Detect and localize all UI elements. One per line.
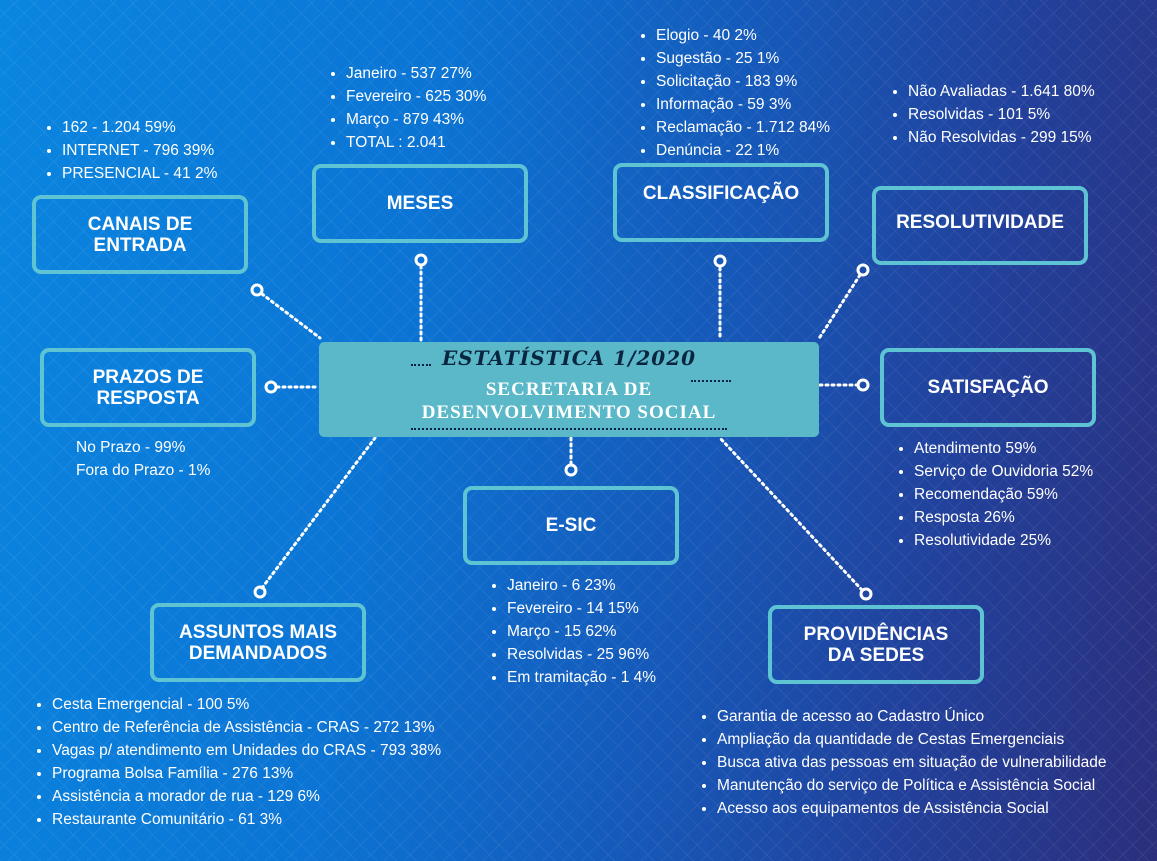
list-item: • Assistência a morador de rua - 129 6% (52, 785, 441, 808)
list-item: • Serviço de Ouvidoria 52% (914, 460, 1093, 483)
assuntos-label: ASSUNTOS MAIS (178, 621, 337, 643)
list-item: • Março - 15 62% (507, 620, 656, 643)
list-item: • Acesso aos equipamentos de Assistência Social (717, 797, 1106, 820)
resolutividade-label: RESOLUTIVIDADE (896, 212, 1064, 233)
list-item: • Sugestão - 25 1% (656, 47, 830, 70)
list-item: No Prazo - 99% (76, 439, 186, 456)
esic-label: E-SIC (545, 515, 597, 536)
list-item: • Centro de Referência de Assistência - CRAS - 272 13% (52, 716, 441, 739)
list-item: • Informação - 59 3% (656, 93, 830, 116)
list-item: • Recomendação 59% (914, 483, 1093, 506)
assuntos-label: DEMANDADOS (188, 642, 328, 664)
list-item: • Janeiro - 6 23% (507, 574, 656, 597)
center-title: ESTATÍSTICA 1/2020 (441, 346, 697, 370)
satisfacao-node (880, 348, 1096, 427)
list-item: • Fevereiro - 14 15% (507, 597, 656, 620)
satisfacao-label: SATISFAÇÃO (927, 377, 1049, 398)
prazos-list (76, 436, 210, 482)
resolutividade-node (872, 186, 1088, 265)
list-item: • Não Resolvidas - 299 15% (908, 126, 1095, 149)
meses-label: MESES (386, 193, 454, 214)
list-item: • Resolvidas - 25 96% (507, 643, 656, 666)
center-node (319, 342, 819, 437)
list-item: • Resolutividade 25% (914, 529, 1093, 552)
canais-list (40, 116, 217, 185)
list-item: Fora do Prazo - 1% (76, 462, 211, 479)
prazos-node (40, 348, 256, 427)
meses-node (312, 164, 528, 243)
list-item: • Busca ativa das pessoas em situação de vulnerabilidade (717, 751, 1106, 774)
canais-node (32, 195, 248, 274)
canais-label: ENTRADA (93, 234, 187, 256)
list-item: • Vagas p/ atendimento em Unidades do CRAS - 793 38% (52, 739, 441, 762)
list-item: • Não Avaliadas - 1.641 80% (908, 80, 1095, 103)
providencias-label: DA SEDES (827, 644, 925, 666)
prazos-label: PRAZOS DE (92, 366, 204, 388)
list-item: • Cesta Emergencial - 100 5% (52, 693, 441, 716)
list-item: • Denúncia - 22 1% (656, 139, 830, 162)
decorative-underline (411, 428, 727, 430)
classificacao-label: CLASSIFICAÇÃO (642, 183, 800, 204)
list-item: • Manutenção do serviço de Política e Assistência Social (717, 774, 1106, 797)
center-subtitle (319, 378, 819, 424)
esic-node (463, 486, 679, 565)
esic-list (485, 574, 656, 689)
canais-label: CANAIS DE (87, 213, 193, 235)
list-item: • Programa Bolsa Família - 276 13% (52, 762, 441, 785)
classificacao-list (634, 24, 830, 162)
center-subtitle-line2: DESENVOLVIMENTO SOCIAL (421, 402, 717, 423)
center-subtitle-line1: SECRETARIA DE (485, 379, 653, 400)
satisfacao-list (892, 437, 1093, 552)
resolutividade-list (886, 80, 1095, 149)
list-item: • INTERNET - 796 39% (62, 139, 217, 162)
list-item: • 162 - 1.204 59% (62, 116, 217, 139)
prazos-label: RESPOSTA (96, 387, 200, 409)
list-item: • Em tramitação - 1 4% (507, 666, 656, 689)
providencias-list (695, 705, 1106, 820)
list-item: • PRESENCIAL - 41 2% (62, 162, 217, 185)
list-item: • Resposta 26% (914, 506, 1093, 529)
meses-list (324, 62, 486, 154)
classificacao-node (613, 163, 829, 242)
list-item: • Janeiro - 537 27% (346, 62, 486, 85)
list-item: • Atendimento 59% (914, 437, 1093, 460)
list-item: • Fevereiro - 625 30% (346, 85, 486, 108)
assuntos-list (30, 693, 441, 831)
list-item: • TOTAL : 2.041 (346, 131, 486, 154)
providencias-label: PROVIDÊNCIAS (803, 623, 949, 645)
list-item: • Março - 879 43% (346, 108, 486, 131)
assuntos-node (150, 603, 366, 682)
list-item: • Resolvidas - 101 5% (908, 103, 1095, 126)
list-item: • Restaurante Comunitário - 61 3% (52, 808, 441, 831)
list-item: • Elogio - 40 2% (656, 24, 830, 47)
list-item: • Reclamação - 1.712 84% (656, 116, 830, 139)
list-item: • Garantia de acesso ao Cadastro Único (717, 705, 1106, 728)
list-item: • Ampliação da quantidade de Cestas Emergenciais (717, 728, 1106, 751)
providencias-node (768, 605, 984, 684)
list-item: • Solicitação - 183 9% (656, 70, 830, 93)
